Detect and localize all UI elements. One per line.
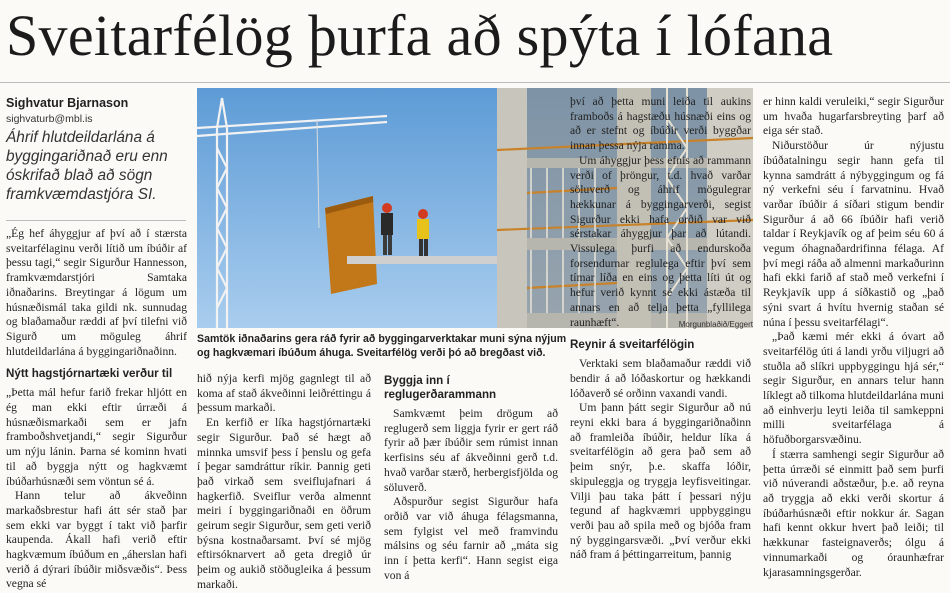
body-paragraph: Aðspurður segist Sigurður hafa orðið var við áhuga félagsmanna, sem fylgist vel með framvindu málsins og séu farnir að „máta sig inn í þetta kerfi“. Hann segist eiga von á: [384, 495, 558, 582]
column-5: [763, 95, 944, 582]
subheading: Byggja inn í reglugerðarammann: [384, 374, 497, 401]
column-3: [384, 372, 558, 582]
photo-caption: Samtök iðnaðarins gera ráð fyrir að byggingarverktakar muni sýna nýjum og hagkvæmari íbúðum áhuga. Sveitarfélög verði þó að bregðast við.: [197, 333, 567, 359]
body-paragraph: Um áhyggjur þess efnis að rammann verði of þröngur, t.d. hvað varðar söluverð og áhrif mögulegrar hækkunar á byggingarverði, segist Sigurður ekki hafa orðið var við sérstakar áhyggjur þar að lútandi. Vissulega þurfi að endurskoða forsendurnar reglulega eftir því sem tímar líða en eins og þetta líti út og hefur verið kynnt sé ekki ástæða til annars en að telja þetta „fyllilega raunhæft“.: [570, 153, 751, 329]
body-paragraph: Samkvæmt þeim drögum að reglugerð sem liggja fyrir er gert ráð fyrir að þær íbúðir sem rúmist innan kerfisins séu af ákveðinni gerð t.d. hvað varðar stærð, herbergisfjölda og söluverð.: [384, 407, 558, 494]
body-paragraph: Í stærra samhengi segir Sigurður að þetta úrræði sé einmitt það sem þurfi við núverandi aðstæður, þ.e. að reyna að tryggja að ekki verði skortur á íbúðarhúsnæði eftir nokkur ár. Sagan hafi kennt okkur hvert það leiði; til hækkunar fasteignaverðs; ólgu á vinnumarkaði og óraunhæfrar kjarasamningsgerðar.: [763, 447, 944, 579]
subheading: Reynir á sveitarfélögin: [570, 338, 695, 352]
byline: [6, 96, 196, 126]
body-paragraph: „Það kæmi mér ekki á óvart að sveitarfélög úti á landi yrðu viljugri að stuðla að slíkri uppbyggingu hjá sér,“ segir Sigurður, en annars telur hann líklegt að tilkoma hlutdeildarlána muni að einhverju leyti leiða til samkeppni milli sveitarfélaga á höfuðborgarsvæðinu.: [763, 330, 944, 447]
body-paragraph: Niðurstöður úr nýjustu íbúðatalningu segir hann gefa til kynna samdrátt á nýbyggingum og fá ný verkefni séu í farvatninu. Hvað varðar íbúðir á síðari stigum bendir Sigurður á að 66 íbúðir hafi verið taldar í Reykjavík og af þeim séu 60 á vegum óhagnaðardrifinna félaga. Af því megi ráða að almenni markaðurinn hafi ekki farið af stað með verkefni í Reykjavík upp á síðkastið og „það sýni svart á hvítu hvernig staðan sé núna í þessu sveitarfélagi“.: [763, 139, 944, 329]
lead-paragraph: Áhrif hlutdeildarlána á byggingariðnað eru enn óskrifað blað að sögn framkvæmdastjóra SI.: [6, 129, 168, 203]
photo-credit: Morgunblaðið/Eggert: [678, 320, 753, 329]
body-paragraph: hið nýja kerfi mjög gagnlegt til að koma af stað ákveðinni leiðréttingu á þessum markaði.: [197, 372, 371, 415]
headline: Sveitarfélög þurfa að spýta í lófana: [6, 3, 834, 68]
body-paragraph: Hann telur að ákveðinn markaðsbrestur hafi átt sér stað þar sem ekki var byggt í takt við þarfir kaupenda. Ákall hafi verið eftir hagkvæmum íbúðum en „áherslan hafi verið á dýrari íbúðir miðsvæðis“. Þess vegna sé: [6, 489, 187, 591]
body-paragraph: því að þetta muni leiða til aukins framboðs á hagstæðu húsnæði eins og að er stefnt og íbúðir verði byggðar innan þessa nýja ramma.: [570, 95, 751, 153]
author-name: Sighvatur Bjarnason: [6, 96, 129, 110]
body-paragraph: En kerfið er líka hagstjórnartæki segir Sigurður. Það sé hægt að minnka umsvif þess í þenslu og gefa í þegar samdráttur ríkir. Þannig geti það virkað sem sveiflujafnari á hagkerfið. Sveiflur verða almennt meiri í byggingariðnaði en öðrum geirum segir Sigurður, sem geti verið býsna kostnaðarsamt. Því sé mjög eftirsóknarvert að geta dregið úr þeim og aukið stöðugleika á þessum markaði.: [197, 416, 371, 591]
lead-divider: [6, 220, 186, 221]
body-paragraph: „Þetta mál hefur farið frekar hljótt en ég man ekki eftir úrræði á húsnæðismarkaði sem er jafn framboðshvetjandi,“ segir Sigurður um nýju lánin. Þarna sé kominn hvati til að byggja nýtt og hagkvæmt íbúðarhúsnæði sem vöntun sé á.: [6, 386, 187, 488]
headline-rule: [0, 82, 950, 83]
body-paragraph: er hinn kaldi veruleiki,“ segir Sigurður um hvaða hugarfarsbreyting þarf að eiga sér stað.: [763, 95, 944, 138]
column-2: [197, 372, 371, 591]
column-4: [570, 95, 751, 582]
body-paragraph: Um þann þátt segir Sigurður að nú reyni ekki bara á byggingariðnaðinn að framleiða íbúðir, heldur líka á sveitarfélögin að gera það sem að þeim snýr, þ.e. skaffa lóðir, skipuleggja og tryggja leyfisveitingar. Vilji þau taka þátt í þessari nýju tegund af hagkvæmri uppbyggingu verði þau að spila með og bjóða fram ný byggingarsvæði. „Því verður ekki náð fram á þéttingarreitum, þannig: [570, 401, 751, 562]
body-paragraph: Verktaki sem blaðamaður ræddi við bendir á að lóðaskortur og hækkandi lóðaverð sé orðinn vaxandi vandi.: [570, 357, 751, 400]
body-paragraph: „Ég hef áhyggjur af því að í stærsta sveitarfélaginu verði lítið um íbúðir af þessu tagi,“ segir Sigurður Hannesson, framkvæmdarstjóri Samtaka iðnaðarins. Breytingar á lögum um húsnæðismál taka gildi nk. sunnudag og blaðamaður ræddi af því tilefni við Sigurð um möguleg áhrif hlutdeildarlána á byggingariðnaðinn.: [6, 227, 187, 358]
author-email[interactable]: sighvaturb@mbl.is: [6, 113, 93, 125]
subheading: Nýtt hagstjórnartæki verður til: [6, 367, 173, 381]
column-1: [6, 227, 187, 591]
